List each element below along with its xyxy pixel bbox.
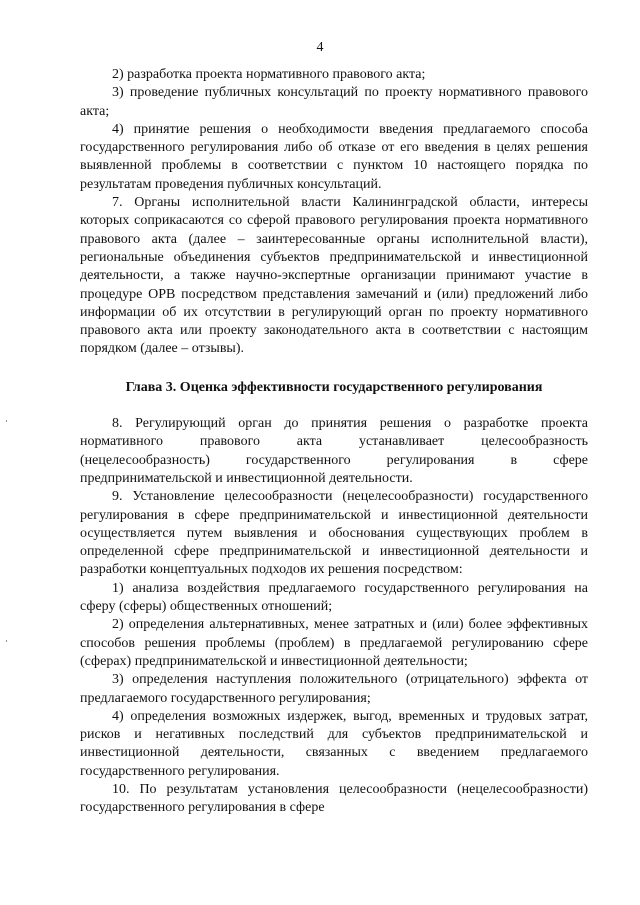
- scan-artifact: [6, 640, 7, 642]
- chapter-heading: Глава 3. Оценка эффективности государственного регулирования: [125, 379, 543, 395]
- list-item: 4) принятие решения о необходимости введения предлагаемого способа государственного регулирования либо об отказе от его введения в целях решения выявленной проблемы в соответствии с пунктом 10 настоящего порядка по результатам проведения публичных консультаций.: [80, 121, 588, 192]
- page-number: 4: [316, 40, 324, 55]
- list-item: 3) проведение публичных консультаций по проекту нормативного правового акта;: [80, 85, 588, 119]
- paragraph-10: 10. По результатам установления целесообразности (нецелесообразности) государственного регулирования в сфере: [80, 781, 588, 816]
- list-item: 4) определения возможных издержек, выгод, временных и трудовых затрат, рисков и негативных последствий для субъектов предпринимательской и инвестиционной деятельности, связанных с введением предлагаемого государственного регулирования.: [80, 708, 588, 779]
- list-item: 1) анализа воздействия предлагаемого государственного регулирования на сферу (сферы) общественных отношений;: [80, 580, 588, 615]
- paragraph-7: 7. Органы исполнительной власти Калининградской области, интересы которых соприкасаются со сферой правового регулирования проекта нормативного правового акта (далее – заинтересованные органы исполнительной власти), региональные объединения субъектов предпринимательской и инвестиционной деятельности, а также научно-экспертные организации принимают участие в процедуре ОРВ посредством представления замечаний и (или) предложений либо информации об их отсутствии в регулирующий орган по проекту нормативного правового акта или проекту законодательного акта в соответствии с настоящим порядком (далее – отзывы).: [80, 195, 588, 357]
- list-item: 2) определения альтернативных, менее затратных и (или) более эффективных способов решения проблемы (проблем) в предлагаемой регулированию сфере (сферах) предпринимательской и инвестиционной деятельности;: [80, 617, 588, 669]
- paragraph-8: 8. Регулирующий орган до принятия решения о разработке проекта нормативного правового акта устанавливает целесообразность (нецелесообразность) государственного регулирования в сфере предпринимательской и инвестиционной деятельности.: [80, 416, 588, 486]
- list-item: 2) разработка проекта нормативного правового акта;: [112, 67, 426, 82]
- scan-artifact: [6, 420, 7, 422]
- paragraph-9: 9. Установление целесообразности (нецелесообразности) государственного регулирования в сфере предпринимательской и инвестиционной деятельности осуществляется путем выявления и обоснования существующих проблем в определенной сфере предпринимательской и инвестиционной деятельности и разработки концептуальных подходов их решения посредством:: [80, 489, 588, 578]
- document-body: [80, 66, 588, 818]
- list-item: 3) определения наступления положительного (отрицательного) эффекта от предлагаемого государственного регулирования;: [80, 672, 588, 706]
